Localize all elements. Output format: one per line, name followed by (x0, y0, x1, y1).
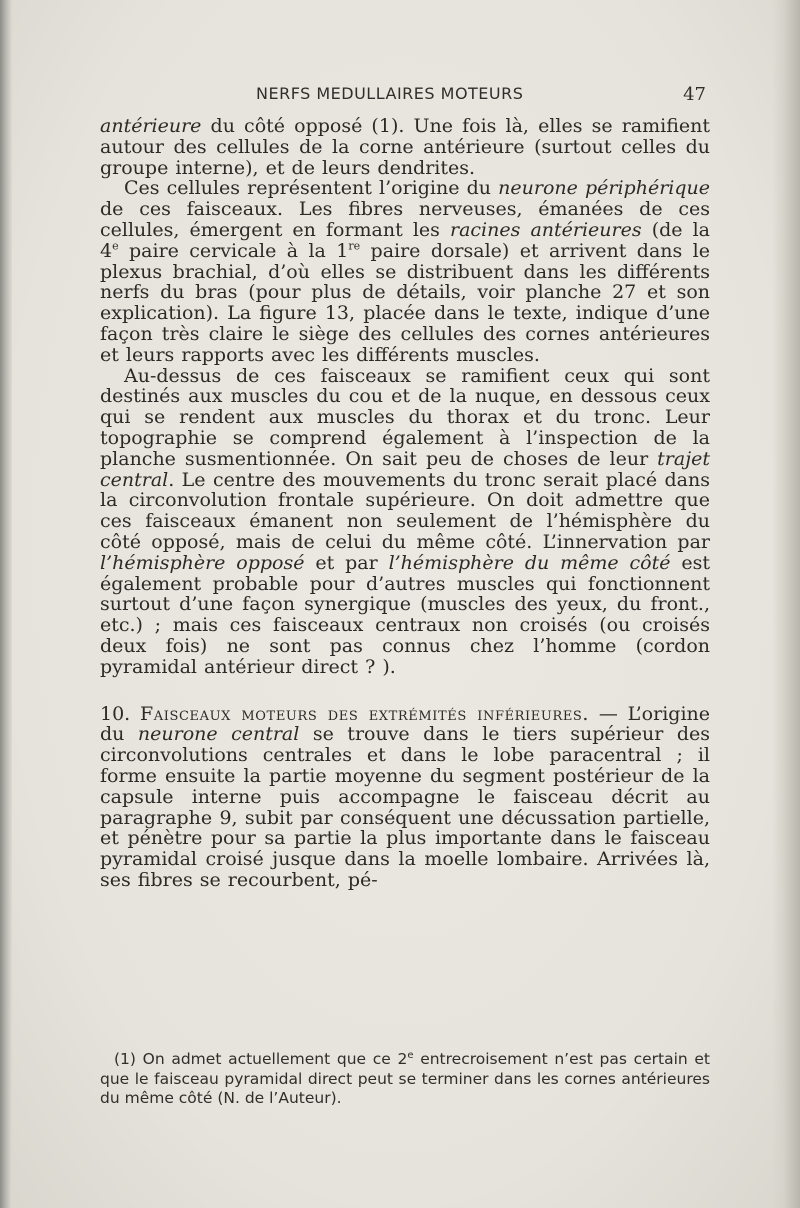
italic-term: neurone périphérique (498, 177, 710, 200)
paragraph-3 (100, 366, 710, 678)
body-text (100, 116, 710, 891)
italic-term: l’hémisphère opposé (100, 551, 305, 574)
section-spacer (100, 678, 710, 704)
text-run: Au-dessus de ces faisceaux se ramifient ceux qui sont destinés aux muscles du cou et de la nuque, en dessous ceux qui se rendent aux muscles du thorax et du tronc. Leur topographie se comprend également à l’inspection de la planche susmentionnée. On sait peu de choses de leur (100, 364, 710, 470)
text-run: paire cervicale à la 1 (118, 239, 349, 262)
superscript: e (112, 239, 119, 253)
superscript: re (348, 239, 361, 253)
text-run: de ces faisceaux. Les fibres nerveuses, émanées de ces cellules, émergent en formant les (100, 198, 710, 241)
text-run: et par (304, 551, 389, 574)
footnote-mark: (1) (114, 1050, 136, 1068)
italic-term: antérieure (100, 115, 202, 137)
section-title: Faisceaux moteurs des extrémités inférieures. (139, 702, 590, 725)
italic-term: racines antérieures (450, 218, 642, 241)
text-run: paire dorsale) et arrivent dans le plexus brachial, d’où elles se distribuent dans les différents nerfs du bras (pour plus de détails, voir planche 27 et son explication). La figure 13, placée dans le texte, indique d’une façon très claire le siège des cellules des cornes antérieures et leurs rapports avec les différents muscles. (100, 239, 710, 366)
italic-term: l’hémisphère du même côté (388, 551, 671, 574)
superscript: e (407, 1049, 414, 1061)
page-header (100, 84, 706, 110)
text-run: (de la 4 (100, 218, 710, 262)
running-head: NERFS MEDULLAIRES MOTEURS (256, 84, 524, 103)
text-run: — L’origine du (100, 702, 711, 746)
italic-term: trajet central (100, 447, 710, 491)
footnote-text (100, 1050, 710, 1109)
text-run: entrecroisement n’est pas certain et que le faisceau pyramidal direct peut se terminer dans les cornes antérieures du même côté (N. de l’Auteur). (100, 1050, 710, 1107)
section-10 (100, 704, 710, 891)
footnote (100, 1050, 710, 1109)
text-run: est également probable pour d’autres muscles qui fonctionnent surtout d’une façon synergique (muscles des yeux, du front., etc.) ; mais ces faisceaux centraux non croisés (ou croisés deux fois) ne sont pas connus chez l’homme (cordon pyramidal antérieur direct ? ). (100, 551, 710, 678)
text-run: se trouve dans le tiers supérieur des circonvolutions centrales et dans le lobe paracentral ; il forme ensuite la partie moyenne du segment postérieur de la capsule interne puis accompagne le faisceau décrit au paragraphe 9, subit par conséquent une décussation partielle, et pénètre pour sa partie la plus importante dans le faisceau pyramidal croisé jusque dans la moelle lombaire. Arrivées là, ses fibres se recourbent, pé- (100, 723, 710, 891)
paragraph-2 (100, 178, 710, 365)
section-number: 10. (100, 702, 140, 725)
book-spine-shadow (0, 0, 12, 1208)
italic-term: neurone central (137, 723, 300, 746)
text-run: du côté opposé (1). Une fois là, elles se ramifient autour des cellules de la corne antérieure (surtout celles du groupe interne), et de leurs dendrites. (100, 115, 710, 179)
page-number: 47 (683, 84, 706, 105)
paragraph-1 (100, 116, 710, 178)
text-run: On admet actuellement que ce 2 (135, 1050, 408, 1068)
page-edge-shadow (772, 0, 800, 1208)
text-run: . Le centre des mouvements du tronc serait placé dans la circonvolution frontale supérieure. On doit admettre que ces faisceaux émanent non seulement de l’hémisphère du côté opposé, mais de celui du même côté. L’innervation par (100, 468, 710, 553)
section-10-paragraph (100, 704, 710, 891)
text-run: Ces cellules représentent l’origine du (124, 177, 499, 200)
